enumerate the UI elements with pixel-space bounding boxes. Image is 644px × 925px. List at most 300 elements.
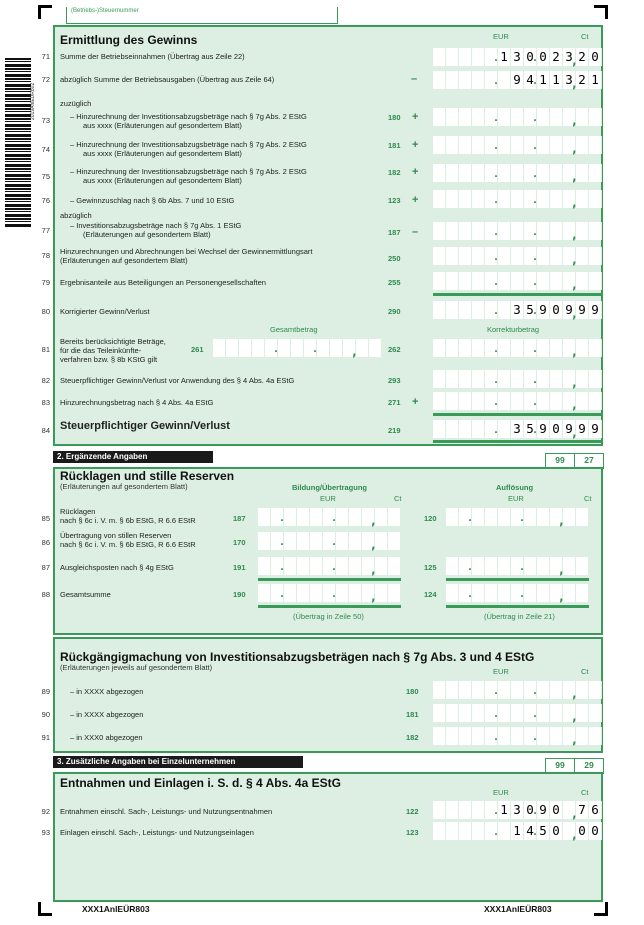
digit-cell[interactable]: [537, 584, 550, 602]
digit-cell[interactable]: [278, 339, 291, 357]
digit-cell[interactable]: [336, 584, 349, 602]
digit-cell[interactable]: [362, 532, 375, 550]
digit-cell[interactable]: [485, 108, 498, 126]
digit-cell[interactable]: [537, 136, 550, 154]
digit-cell[interactable]: [226, 339, 239, 357]
digit-cell[interactable]: [472, 801, 485, 819]
digit-cell[interactable]: [511, 508, 524, 526]
aufloesung-field-87[interactable]: [446, 557, 589, 575]
digit-cell[interactable]: [336, 508, 349, 526]
digit-cell[interactable]: [589, 704, 602, 722]
digit-cell[interactable]: [472, 164, 485, 182]
digit-cell[interactable]: [537, 508, 550, 526]
digit-cell[interactable]: [323, 584, 336, 602]
digit-cell[interactable]: [563, 339, 576, 357]
digit-cell[interactable]: [297, 584, 310, 602]
digit-cell[interactable]: [524, 704, 537, 722]
digit-cell[interactable]: 3: [511, 420, 524, 438]
digit-cell[interactable]: [524, 247, 537, 265]
digit-cell[interactable]: [563, 108, 576, 126]
digit-cell[interactable]: [485, 822, 498, 840]
digit-cell[interactable]: [563, 727, 576, 745]
digit-cell[interactable]: [498, 339, 511, 357]
amount-field-79[interactable]: [433, 272, 602, 290]
digit-cell[interactable]: [563, 247, 576, 265]
digit-cell[interactable]: [563, 136, 576, 154]
digit-cell[interactable]: [459, 508, 472, 526]
digit-cell[interactable]: [446, 222, 459, 240]
digit-cell[interactable]: [498, 247, 511, 265]
digit-cell[interactable]: [336, 532, 349, 550]
digit-cell[interactable]: [589, 370, 602, 388]
digit-cell[interactable]: [485, 727, 498, 745]
digit-cell[interactable]: [284, 584, 297, 602]
digit-cell[interactable]: [472, 247, 485, 265]
digit-cell[interactable]: [537, 222, 550, 240]
digit-cell[interactable]: 0: [550, 822, 563, 840]
digit-cell[interactable]: 1: [511, 822, 524, 840]
digit-cell[interactable]: [524, 272, 537, 290]
digit-cell[interactable]: [550, 247, 563, 265]
digit-cell[interactable]: [459, 301, 472, 319]
digit-cell[interactable]: [498, 164, 511, 182]
digit-cell[interactable]: [498, 557, 511, 575]
digit-cell[interactable]: [349, 508, 362, 526]
digit-cell[interactable]: [446, 681, 459, 699]
digit-cell[interactable]: 0: [550, 301, 563, 319]
digit-cell[interactable]: [375, 557, 388, 575]
digit-cell[interactable]: [511, 392, 524, 410]
digit-cell[interactable]: [459, 727, 472, 745]
digit-cell[interactable]: [576, 272, 589, 290]
digit-cell[interactable]: [485, 704, 498, 722]
aufloesung-field-88[interactable]: [446, 584, 589, 602]
digit-cell[interactable]: 1: [498, 801, 511, 819]
digit-cell[interactable]: 7: [576, 801, 589, 819]
digit-cell[interactable]: [511, 247, 524, 265]
digit-cell[interactable]: [433, 727, 446, 745]
digit-cell[interactable]: [310, 532, 323, 550]
digit-cell[interactable]: 0: [537, 48, 550, 66]
digit-cell[interactable]: [472, 48, 485, 66]
digit-cell[interactable]: [433, 420, 446, 438]
digit-cell[interactable]: [576, 339, 589, 357]
digit-cell[interactable]: [349, 584, 362, 602]
digit-cell[interactable]: [433, 71, 446, 89]
digit-cell[interactable]: [550, 392, 563, 410]
digit-cell[interactable]: [304, 339, 317, 357]
digit-cell[interactable]: [537, 727, 550, 745]
digit-cell[interactable]: 9 ,: [563, 420, 576, 438]
digit-cell[interactable]: [472, 508, 485, 526]
digit-cell[interactable]: [589, 339, 602, 357]
digit-cell[interactable]: 5 .: [524, 301, 537, 319]
digit-cell[interactable]: [472, 108, 485, 126]
amount-field-75[interactable]: [433, 164, 602, 182]
digit-cell[interactable]: [446, 801, 459, 819]
digit-cell[interactable]: [472, 420, 485, 438]
digit-cell[interactable]: [433, 190, 446, 208]
digit-cell[interactable]: [498, 681, 511, 699]
digit-cell[interactable]: [446, 301, 459, 319]
digit-cell[interactable]: [511, 557, 524, 575]
digit-cell[interactable]: [563, 508, 576, 526]
digit-cell[interactable]: [563, 222, 576, 240]
digit-cell[interactable]: [576, 247, 589, 265]
digit-cell[interactable]: 0: [550, 801, 563, 819]
digit-cell[interactable]: [537, 370, 550, 388]
bildung-field-85[interactable]: [258, 508, 401, 526]
digit-cell[interactable]: [459, 222, 472, 240]
digit-cell[interactable]: [485, 48, 498, 66]
digit-cell[interactable]: [433, 801, 446, 819]
digit-cell[interactable]: [498, 727, 511, 745]
digit-cell[interactable]: [550, 508, 563, 526]
digit-cell[interactable]: [446, 584, 459, 602]
amount-field-80[interactable]: [433, 301, 602, 319]
digit-cell[interactable]: [485, 557, 498, 575]
digit-cell[interactable]: [310, 557, 323, 575]
digit-cell[interactable]: 1: [589, 71, 602, 89]
digit-cell[interactable]: [433, 339, 446, 357]
digit-cell[interactable]: [459, 704, 472, 722]
digit-cell[interactable]: [563, 557, 576, 575]
digit-cell[interactable]: [271, 508, 284, 526]
digit-cell[interactable]: [472, 370, 485, 388]
digit-cell[interactable]: [589, 392, 602, 410]
digit-cell[interactable]: [498, 420, 511, 438]
digit-cell[interactable]: [369, 339, 382, 357]
digit-cell[interactable]: 3 ,: [563, 71, 576, 89]
digit-cell[interactable]: [446, 48, 459, 66]
digit-cell[interactable]: [446, 164, 459, 182]
digit-cell[interactable]: [446, 727, 459, 745]
digit-cell[interactable]: [388, 557, 401, 575]
digit-cell[interactable]: [310, 508, 323, 526]
digit-cell[interactable]: [485, 190, 498, 208]
digit-cell[interactable]: 3 ,: [563, 48, 576, 66]
digit-cell[interactable]: [511, 108, 524, 126]
digit-cell[interactable]: 1: [550, 71, 563, 89]
digit-cell[interactable]: [576, 164, 589, 182]
digit-cell[interactable]: [537, 190, 550, 208]
digit-cell[interactable]: [576, 508, 589, 526]
digit-cell[interactable]: [485, 247, 498, 265]
digit-cell[interactable]: [524, 339, 537, 357]
digit-cell[interactable]: [459, 392, 472, 410]
digit-cell[interactable]: [550, 557, 563, 575]
digit-cell[interactable]: [323, 557, 336, 575]
digit-cell[interactable]: [297, 508, 310, 526]
digit-cell[interactable]: [511, 681, 524, 699]
digit-cell[interactable]: [459, 370, 472, 388]
digit-cell[interactable]: [485, 420, 498, 438]
digit-cell[interactable]: [291, 339, 304, 357]
amount-field-82[interactable]: [433, 370, 602, 388]
digit-cell[interactable]: 0 .: [524, 801, 537, 819]
digit-cell[interactable]: [485, 136, 498, 154]
digit-cell[interactable]: [537, 272, 550, 290]
digit-cell[interactable]: [511, 272, 524, 290]
digit-cell[interactable]: [446, 392, 459, 410]
digit-cell[interactable]: [459, 584, 472, 602]
digit-cell[interactable]: 9: [576, 301, 589, 319]
digit-cell[interactable]: [511, 584, 524, 602]
digit-cell[interactable]: [433, 247, 446, 265]
digit-cell[interactable]: [485, 222, 498, 240]
digit-cell[interactable]: [433, 272, 446, 290]
digit-cell[interactable]: [498, 584, 511, 602]
digit-cell[interactable]: [433, 222, 446, 240]
digit-cell[interactable]: [213, 339, 226, 357]
digit-cell[interactable]: 9: [589, 301, 602, 319]
digit-cell[interactable]: [550, 584, 563, 602]
digit-cell[interactable]: [485, 392, 498, 410]
digit-cell[interactable]: [563, 272, 576, 290]
digit-cell[interactable]: [563, 822, 576, 840]
digit-cell[interactable]: [336, 557, 349, 575]
digit-cell[interactable]: [433, 822, 446, 840]
digit-cell[interactable]: [550, 164, 563, 182]
digit-cell[interactable]: [459, 822, 472, 840]
digit-cell[interactable]: [343, 339, 356, 357]
digit-cell[interactable]: [511, 370, 524, 388]
digit-cell[interactable]: [550, 370, 563, 388]
aufloesung-field-85[interactable]: [446, 508, 589, 526]
digit-cell[interactable]: [524, 370, 537, 388]
digit-cell[interactable]: 9: [537, 301, 550, 319]
digit-cell[interactable]: [550, 704, 563, 722]
digit-cell[interactable]: [433, 392, 446, 410]
digit-cell[interactable]: [498, 222, 511, 240]
digit-cell[interactable]: [498, 108, 511, 126]
digit-cell[interactable]: [576, 108, 589, 126]
digit-cell[interactable]: [589, 681, 602, 699]
digit-cell[interactable]: 0: [589, 48, 602, 66]
digit-cell[interactable]: [239, 339, 252, 357]
digit-cell[interactable]: [537, 392, 550, 410]
digit-cell[interactable]: [498, 272, 511, 290]
digit-cell[interactable]: [433, 48, 446, 66]
digit-cell[interactable]: [433, 136, 446, 154]
digit-cell[interactable]: [284, 532, 297, 550]
digit-cell[interactable]: [459, 557, 472, 575]
digit-cell[interactable]: [524, 222, 537, 240]
digit-cell[interactable]: [589, 222, 602, 240]
digit-cell[interactable]: [498, 301, 511, 319]
digit-cell[interactable]: [524, 136, 537, 154]
digit-cell[interactable]: 1: [537, 71, 550, 89]
digit-cell[interactable]: 0: [589, 822, 602, 840]
digit-cell[interactable]: [459, 190, 472, 208]
digit-cell[interactable]: [485, 584, 498, 602]
digit-cell[interactable]: [356, 339, 369, 357]
digit-cell[interactable]: [576, 704, 589, 722]
digit-cell[interactable]: [511, 704, 524, 722]
digit-cell[interactable]: 2: [550, 48, 563, 66]
digit-cell[interactable]: [589, 164, 602, 182]
digit-cell[interactable]: [459, 420, 472, 438]
digit-cell[interactable]: [472, 557, 485, 575]
digit-cell[interactable]: [388, 508, 401, 526]
digit-cell[interactable]: [284, 557, 297, 575]
digit-cell[interactable]: [537, 681, 550, 699]
digit-cell[interactable]: [446, 71, 459, 89]
digit-cell[interactable]: [485, 71, 498, 89]
digit-cell[interactable]: 9: [537, 801, 550, 819]
amount-field-73[interactable]: [433, 108, 602, 126]
entnahmen-field-92[interactable]: [433, 801, 602, 819]
digit-cell[interactable]: [446, 136, 459, 154]
digit-cell[interactable]: [349, 557, 362, 575]
amount-field-74[interactable]: [433, 136, 602, 154]
digit-cell[interactable]: [550, 681, 563, 699]
digit-cell[interactable]: [485, 801, 498, 819]
digit-cell[interactable]: [330, 339, 343, 357]
digit-cell[interactable]: [563, 190, 576, 208]
amount-field-83[interactable]: [433, 392, 602, 410]
digit-cell[interactable]: [252, 339, 265, 357]
digit-cell[interactable]: [563, 370, 576, 388]
digit-cell[interactable]: [576, 727, 589, 745]
digit-cell[interactable]: 9: [511, 71, 524, 89]
digit-cell[interactable]: [433, 164, 446, 182]
digit-cell[interactable]: [446, 190, 459, 208]
digit-cell[interactable]: [524, 392, 537, 410]
amount-field-91[interactable]: [433, 727, 602, 745]
digit-cell[interactable]: [563, 704, 576, 722]
digit-cell[interactable]: [446, 108, 459, 126]
digit-cell[interactable]: [297, 532, 310, 550]
digit-cell[interactable]: 0 .: [524, 48, 537, 66]
digit-cell[interactable]: [511, 164, 524, 182]
amount-field-77[interactable]: [433, 222, 602, 240]
digit-cell[interactable]: [524, 190, 537, 208]
amount-field-71[interactable]: [433, 48, 602, 66]
digit-cell[interactable]: [375, 508, 388, 526]
digit-cell[interactable]: [472, 822, 485, 840]
digit-cell[interactable]: [433, 370, 446, 388]
digit-cell[interactable]: [563, 584, 576, 602]
digit-cell[interactable]: [524, 557, 537, 575]
digit-cell[interactable]: [498, 190, 511, 208]
digit-cell[interactable]: [472, 136, 485, 154]
amount-field-72[interactable]: [433, 71, 602, 89]
amount-field-76[interactable]: [433, 190, 602, 208]
digit-cell[interactable]: [459, 247, 472, 265]
digit-cell[interactable]: [472, 339, 485, 357]
amount-field-89[interactable]: [433, 681, 602, 699]
digit-cell[interactable]: [459, 801, 472, 819]
digit-cell[interactable]: [323, 532, 336, 550]
digit-cell[interactable]: [472, 704, 485, 722]
digit-cell[interactable]: [459, 681, 472, 699]
digit-cell[interactable]: [563, 164, 576, 182]
digit-cell[interactable]: [472, 301, 485, 319]
digit-cell[interactable]: [485, 370, 498, 388]
digit-cell[interactable]: [485, 164, 498, 182]
digit-cell[interactable]: [485, 301, 498, 319]
digit-cell[interactable]: [485, 339, 498, 357]
digit-cell[interactable]: 4 .: [524, 71, 537, 89]
amount-field-84[interactable]: [433, 420, 602, 438]
digit-cell[interactable]: [472, 727, 485, 745]
steuernummer-field[interactable]: [66, 7, 338, 24]
digit-cell[interactable]: [388, 584, 401, 602]
digit-cell[interactable]: [576, 584, 589, 602]
digit-cell[interactable]: [284, 508, 297, 526]
digit-cell[interactable]: [576, 190, 589, 208]
digit-cell[interactable]: [576, 370, 589, 388]
digit-cell[interactable]: [258, 584, 271, 602]
digit-cell[interactable]: [576, 392, 589, 410]
digit-cell[interactable]: [550, 190, 563, 208]
digit-cell[interactable]: [485, 272, 498, 290]
digit-cell[interactable]: [498, 508, 511, 526]
digit-cell[interactable]: [563, 801, 576, 819]
digit-cell[interactable]: 2: [576, 71, 589, 89]
digit-cell[interactable]: [537, 704, 550, 722]
digit-cell[interactable]: [310, 584, 323, 602]
digit-cell[interactable]: [472, 71, 485, 89]
digit-cell[interactable]: [524, 508, 537, 526]
digit-cell[interactable]: 6: [589, 801, 602, 819]
digit-cell[interactable]: [375, 532, 388, 550]
digit-cell[interactable]: [446, 557, 459, 575]
digit-cell[interactable]: [472, 190, 485, 208]
digit-cell[interactable]: [258, 557, 271, 575]
digit-cell[interactable]: [472, 392, 485, 410]
digit-cell[interactable]: [511, 339, 524, 357]
digit-cell[interactable]: [446, 822, 459, 840]
digit-cell[interactable]: [537, 557, 550, 575]
digit-cell[interactable]: 1: [498, 48, 511, 66]
digit-cell[interactable]: [524, 108, 537, 126]
digit-cell[interactable]: [433, 681, 446, 699]
amount-field-90[interactable]: [433, 704, 602, 722]
digit-cell[interactable]: [446, 704, 459, 722]
digit-cell[interactable]: [258, 532, 271, 550]
digit-cell[interactable]: [511, 190, 524, 208]
digit-cell[interactable]: [362, 508, 375, 526]
digit-cell[interactable]: [433, 108, 446, 126]
digit-cell[interactable]: [524, 164, 537, 182]
digit-cell[interactable]: [563, 681, 576, 699]
bildung-field-86[interactable]: [258, 532, 401, 550]
digit-cell[interactable]: [459, 108, 472, 126]
digit-cell[interactable]: [297, 557, 310, 575]
korrekturbetrag-field-81[interactable]: [433, 339, 602, 357]
digit-cell[interactable]: [459, 164, 472, 182]
digit-cell[interactable]: 9: [576, 420, 589, 438]
digit-cell[interactable]: [511, 727, 524, 745]
digit-cell[interactable]: [576, 681, 589, 699]
digit-cell[interactable]: [537, 339, 550, 357]
digit-cell[interactable]: 9 ,: [563, 301, 576, 319]
digit-cell[interactable]: [446, 508, 459, 526]
digit-cell[interactable]: [258, 508, 271, 526]
digit-cell[interactable]: [498, 392, 511, 410]
digit-cell[interactable]: [362, 584, 375, 602]
digit-cell[interactable]: [498, 822, 511, 840]
digit-cell[interactable]: 9: [537, 420, 550, 438]
digit-cell[interactable]: 5: [537, 822, 550, 840]
digit-cell[interactable]: [446, 370, 459, 388]
digit-cell[interactable]: [589, 727, 602, 745]
digit-cell[interactable]: [511, 222, 524, 240]
digit-cell[interactable]: [446, 247, 459, 265]
digit-cell[interactable]: 0: [550, 420, 563, 438]
